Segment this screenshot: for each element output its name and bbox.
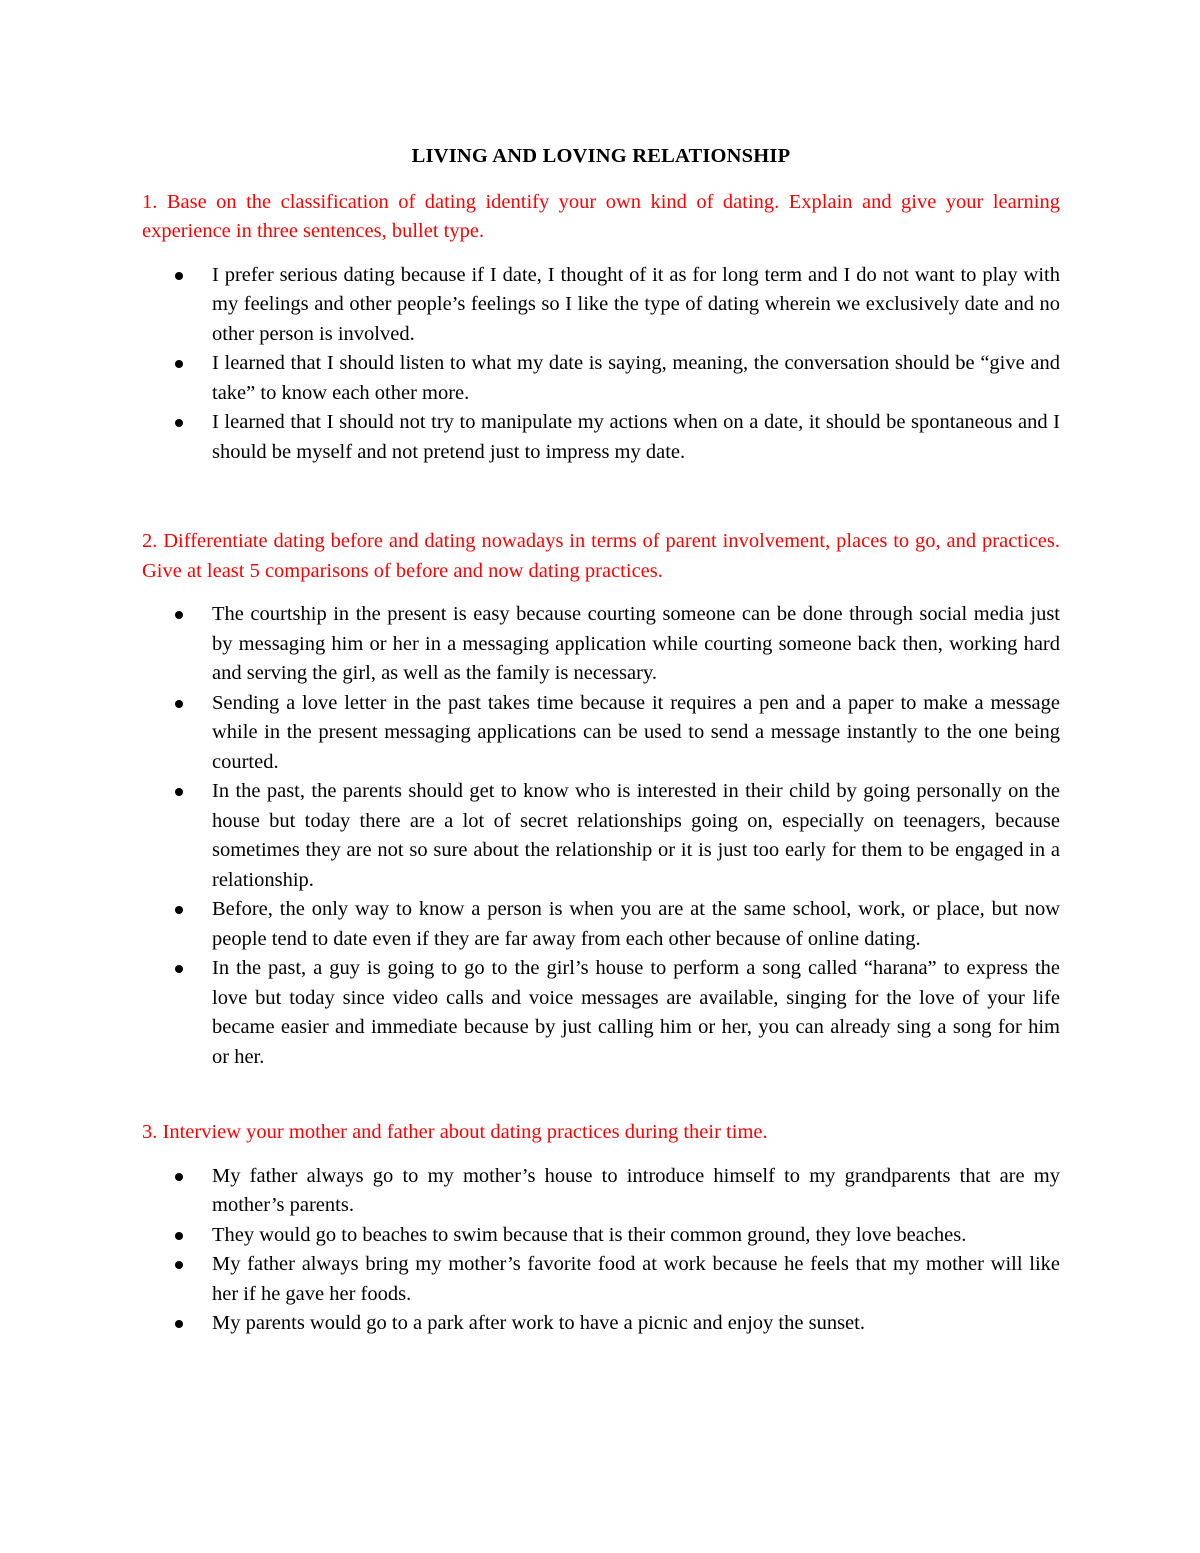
bullet-icon <box>175 1261 183 1269</box>
question-3: 3. Interview your mother and father about dating practices during their time. <box>142 1121 768 1143</box>
section-1 <box>142 188 1060 468</box>
bullet-icon <box>175 611 183 619</box>
section-3 <box>142 1118 1060 1339</box>
list-item <box>142 408 1060 467</box>
list-item <box>142 954 1060 1072</box>
list-item <box>142 1162 1060 1221</box>
answer-text: My father always bring my mother’s favorite food at work because he feels that my mother will like her if he gave her foods. <box>212 1253 1060 1305</box>
answer-list-1 <box>142 261 1060 468</box>
answer-text: I learned that I should listen to what my date is saying, meaning, the conversation should be “give and take” to know each other more. <box>212 352 1060 404</box>
section-2 <box>142 527 1060 1072</box>
document-page <box>142 142 1060 1339</box>
answer-text: I prefer serious dating because if I date, I thought of it as for long term and I do not want to play with my feelings and other people’s feelings so I like the type of dating wherein we exclusively date and no other person is involved. <box>212 263 1060 345</box>
list-item <box>142 261 1060 350</box>
list-item <box>142 777 1060 895</box>
bullet-icon <box>175 272 183 280</box>
answer-list-2 <box>142 600 1060 1072</box>
answer-text: In the past, a guy is going to go to the girl’s house to perform a song called “harana” to express the love but today since video calls and voice messages are available, singing for the love of your life became easier and immediate because by just calling him or her, you can already sing a song for him or her. <box>212 957 1060 1068</box>
list-item <box>142 1250 1060 1309</box>
answer-text: The courtship in the present is easy because courting someone can be done through social media just by messaging him or her in a messaging application while courting someone back then, working hard and serving the girl, as well as the family is necessary. <box>212 603 1060 684</box>
spacer <box>142 467 1060 527</box>
list-item <box>142 895 1060 954</box>
bullet-icon <box>175 1173 183 1181</box>
answer-text: Before, the only way to know a person is when you are at the same school, work, or place, but now people tend to date even if they are far away from each other because of online dating. <box>212 898 1060 950</box>
answer-list-3 <box>142 1162 1060 1339</box>
answer-text: Sending a love letter in the past takes time because it requires a pen and a paper to make a message while in the present messaging applications can be used to send a message instantly to the one being courted. <box>212 691 1060 773</box>
answer-text: My parents would go to a park after work to have a picnic and enjoy the sunset. <box>212 1312 865 1334</box>
spacer <box>142 1072 1060 1118</box>
list-item <box>142 689 1060 778</box>
bullet-icon <box>175 1320 183 1328</box>
list-item <box>142 349 1060 408</box>
answer-text: I learned that I should not try to manipulate my actions when on a date, it should be spontaneous and I should be myself and not pretend just to impress my date. <box>212 411 1060 463</box>
answer-text: My father always go to my mother’s house to introduce himself to my grandparents that are my mother’s parents. <box>212 1164 1060 1216</box>
question-2: 2. Differentiate dating before and dating nowadays in terms of parent involvement, places to go, and practices. Give at least 5 comparisons of before and now dating practices. <box>142 530 1060 582</box>
bullet-icon <box>175 360 183 368</box>
bullet-icon <box>175 700 183 708</box>
list-item <box>142 600 1060 689</box>
list-item <box>142 1221 1060 1251</box>
answer-text: They would go to beaches to swim because that is their common ground, they love beaches. <box>212 1223 967 1246</box>
bullet-icon <box>175 1232 183 1240</box>
bullet-icon <box>175 965 183 973</box>
list-item <box>142 1309 1060 1339</box>
question-1: 1. Base on the classification of dating identify your own kind of dating. Explain and give your learning experience in three sentences, bullet type. <box>142 190 1060 242</box>
bullet-icon <box>175 788 183 796</box>
bullet-icon <box>175 906 183 914</box>
document-title: LIVING AND LOVING RELATIONSHIP <box>411 145 791 167</box>
bullet-icon <box>175 419 183 427</box>
answer-text: In the past, the parents should get to know who is interested in their child by going personally on the house but today there are a lot of secret relationships going on, especially on teenagers, because sometimes they are not so sure about the relationship or it is just too early for them to be engaged in a relationship. <box>212 780 1060 891</box>
